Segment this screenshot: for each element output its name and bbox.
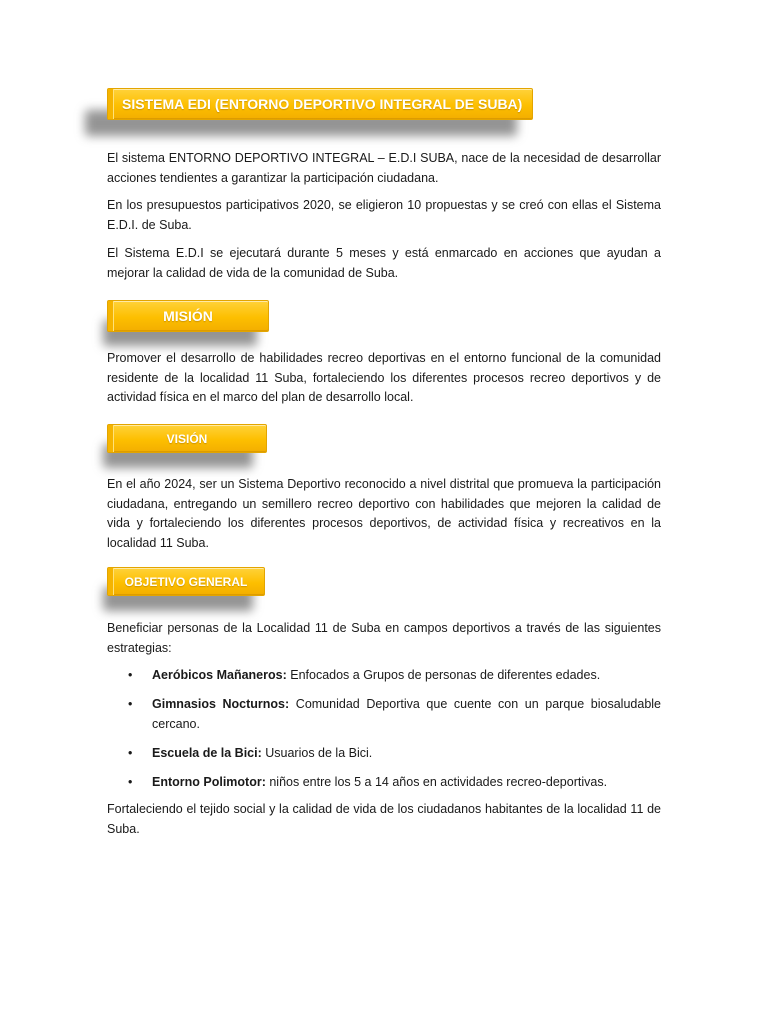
banner-edi-title: SISTEMA EDI (ENTORNO DEPORTIVO INTEGRAL DE SUBA) <box>122 96 523 112</box>
strategy-text: Enfocados a Grupos de personas de diferentes edades. <box>286 668 601 682</box>
strategy-label: Entorno Polimotor: <box>152 774 266 789</box>
banner-mision-title: MISIÓN <box>163 308 213 324</box>
strategy-text: Comunidad Deportiva que cuente con un parque biosaludable cercano. <box>152 697 662 731</box>
strategy-label: Escuela de la Bici: <box>152 745 262 760</box>
bullet-icon: • <box>128 697 133 711</box>
strategy-label: Aeróbicos Mañaneros: <box>152 668 287 682</box>
bullet-icon: • <box>128 668 133 682</box>
list-item <box>107 666 661 686</box>
list-item <box>107 773 661 793</box>
list-item <box>107 744 661 764</box>
intro-paragraph-3: El Sistema E.D.I se ejecutará durante 5 meses y está enmarcado en acciones que ayudan a mejorar la calidad de vida de la comunidad de Suba. <box>107 246 661 280</box>
banner-objetivo-title: OBJETIVO GENERAL <box>124 574 248 589</box>
strategy-label: Gimnasios Nocturnos: <box>152 697 290 711</box>
strategy-text: niños entre los 5 a 14 años en actividades recreo-deportivas. <box>265 774 608 789</box>
vision-paragraph: En el año 2024, ser un Sistema Deportivo reconocido a nivel distrital que promueva la participación ciudadana, entregando un semillero recreo deportivo con habilidades que mejoren la calidad de vida y fortaleciendo los diferentes procesos deportivos, de actividad física y recreativos en la localidad 11 Suba. <box>107 477 661 550</box>
mision-paragraph: Promover el desarrollo de habilidades recreo deportivas en el entorno funcional de la comunidad residente de la localidad 11 Suba, fortaleciendo los diferentes procesos recreo deportivos y de actividad física en el marco del plan de desarrollo local. <box>107 351 661 404</box>
list-item <box>107 695 661 734</box>
banner-vision-title: VISIÓN <box>166 431 208 446</box>
objetivo-intro-paragraph: Beneficiar personas de la Localidad 11 de Suba en campos deportivos a través de las siguientes estrategias: <box>107 621 661 655</box>
strategy-text: Usuarios de la Bici. <box>261 745 373 760</box>
strategies-list <box>107 666 661 802</box>
bullet-icon: • <box>128 774 133 789</box>
closing-paragraph: Fortaleciendo el tejido social y la calidad de vida de los ciudadanos habitantes de la localidad 11 de Suba. <box>107 802 661 836</box>
intro-paragraph-1: El sistema ENTORNO DEPORTIVO INTEGRAL – E.D.I SUBA, nace de la necesidad de desarrollar acciones tendientes a garantizar la participación ciudadana. <box>107 151 661 185</box>
bullet-icon: • <box>128 745 133 760</box>
intro-paragraph-2: En los presupuestos participativos 2020, se eligieron 10 propuestas y se creó con ellas el Sistema E.D.I. de Suba. <box>107 198 661 232</box>
